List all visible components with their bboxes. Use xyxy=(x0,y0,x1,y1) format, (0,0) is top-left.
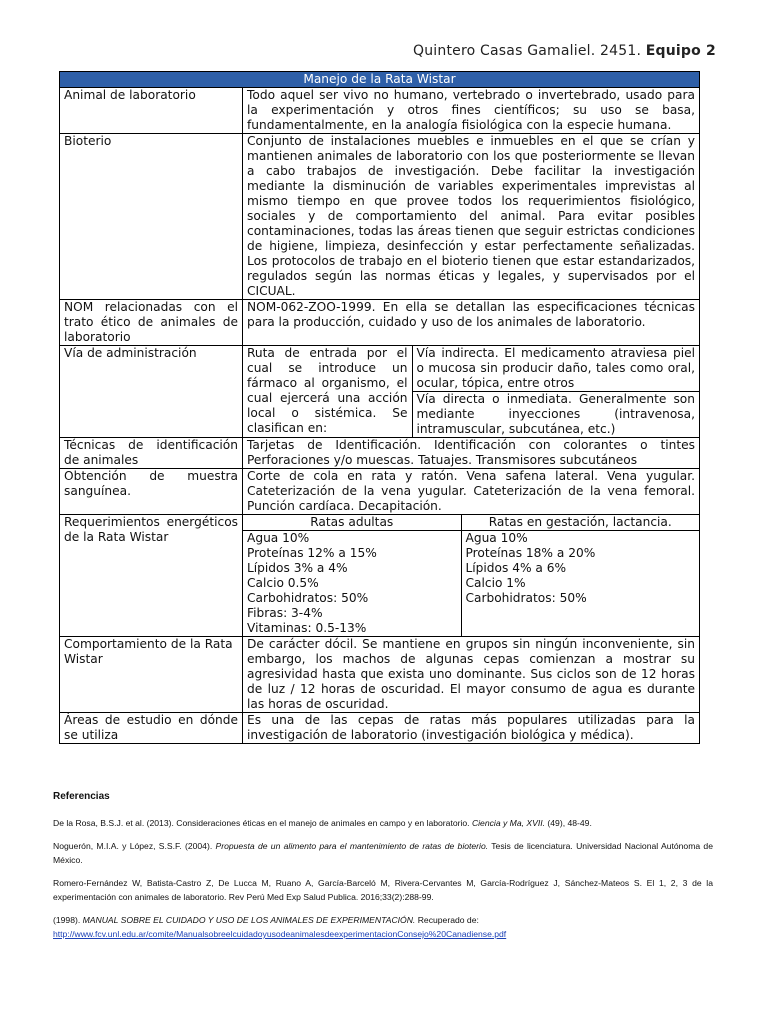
rata-wistar-table xyxy=(59,71,700,744)
reference-link[interactable]: http://www.fcv.unl.edu.ar/comite/ManualsobreelcuidadoyusodeanimalesdeexperimentacionConsejo%20Canadiense.pdf xyxy=(53,929,507,939)
row-text: De carácter dócil. Se mantiene en grupos sin ningún inconveniente, sin embargo, los machos de algunas cepas comienzan a mostrar su agresividad hasta que exista uno dominante. Sus ciclos son de 12 horas de luz / 12 horas de oscuridad. El mayor consumo de agua es durante las horas de oscuridad. xyxy=(243,637,700,713)
table-row xyxy=(60,469,700,515)
reference-item xyxy=(53,816,713,830)
references-heading: Referencias xyxy=(53,791,110,802)
author-info: Quintero Casas Gamaliel. 2451. xyxy=(413,43,642,59)
reference-title: Propuesta de un alimento para el mantenimiento de ratas de bioterio. xyxy=(215,841,489,851)
list-item: Calcio 1% xyxy=(465,576,526,590)
row-label: Áreas de estudio en dónde se utiliza xyxy=(60,713,243,744)
row-label: Requerimientos energéticos de la Rata Wistar xyxy=(60,515,243,637)
reference-year: (1998). xyxy=(53,915,81,925)
reference-journal: Ciencia y Ma, XVII. xyxy=(471,818,546,828)
via-directa: Vía directa o inmediata. Generalmente son mediante inyecciones (intravenosa, intramuscular, subcutánea, etc.) xyxy=(416,392,695,436)
row-label: Animal de laboratorio xyxy=(60,88,243,134)
row-label: Técnicas de identificación de animales xyxy=(60,438,243,469)
table-row xyxy=(60,300,700,346)
team-label: Equipo 2 xyxy=(645,43,716,59)
via-cell xyxy=(243,346,700,438)
gestacion-header: Ratas en gestación, lactancia. xyxy=(461,515,699,531)
requerimientos-subtable xyxy=(243,515,699,636)
list-item: Proteínas 18% a 20% xyxy=(465,546,596,560)
via-intro: Ruta de entrada por el cual se introduce un fármaco al organismo, el cual ejercerá una acción local o sistémica. Se clasifican en: xyxy=(243,346,412,437)
row-label: Vía de administración xyxy=(60,346,243,438)
adultas-header: Ratas adultas xyxy=(243,515,461,531)
list-item: Calcio 0.5% xyxy=(247,576,319,590)
list-item: Carbohidratos: 50% xyxy=(465,591,587,605)
reference-source: Tesis de licenciatura. Universidad Nacional Autónoma de México. xyxy=(53,841,713,865)
list-item: Vitaminas: 0.5-13% xyxy=(247,621,367,635)
table-row-requerimientos xyxy=(60,515,700,637)
table-row xyxy=(60,88,700,134)
row-text: Todo aquel ser vivo no humano, vertebrado o invertebrado, usado para la experimentación y otros fines científicos; su uso se basa, fundamentalmente, en la analogía fisiológica con la especie humana. xyxy=(243,88,700,134)
reference-title: MANUAL SOBRE EL CUIDADO Y USO DE LOS ANIMALES DE EXPERIMENTACIÓN. xyxy=(82,915,416,925)
page-header xyxy=(413,43,716,59)
row-text: Conjunto de instalaciones muebles e inmuebles en el que se crían y mantienen animales de laboratorio con los que posteriormente se llevan a cabo trabajos de investigación. Debe facilitar la investigación mediante la disminución de variables experimentales imprevistas al mismo tiempo en que provee todos los requerimientos fisiológico, sociales y de comportamiento del animal. Para evitar posibles contaminaciones, todas las áreas tienen que seguir estrictas condiciones de higiene, limpieza, desinfección y estar perfectamente señalizadas. Los protocolos de trabajo en el bioterio tienen que estar estandarizados, regulados según las normas éticas y legales, y supervisados por el CICUAL. xyxy=(243,134,700,300)
reference-source: Recuperado de: xyxy=(417,915,479,925)
table-row xyxy=(60,713,700,744)
gestacion-list xyxy=(461,531,699,637)
row-text: Corte de cola en rata y ratón. Vena safena lateral. Vena yugular. Cateterización de la vena yugular. Cateterización de la vena femoral. Punción cardíaca. Decapitación. xyxy=(243,469,700,515)
requerimientos-cell xyxy=(243,515,700,637)
references-section xyxy=(53,790,713,950)
adultas-list xyxy=(243,531,461,637)
reference-item xyxy=(53,913,713,941)
table-row xyxy=(60,438,700,469)
table-title: Manejo de la Rata Wistar xyxy=(60,72,700,88)
reference-text: De la Rosa, B.S.J. et al. (2013). Consideraciones éticas en el manejo de animales en campo y en laboratorio. xyxy=(53,818,470,828)
row-text: Es una de las cepas de ratas más populares utilizadas para la investigación de laboratorio (investigación biológica y médica). xyxy=(243,713,700,744)
list-item: Proteínas 12% a 15% xyxy=(247,546,377,560)
list-item: Agua 10% xyxy=(465,531,528,545)
row-text: NOM-062-ZOO-1999. En ella se detallan las especificaciones técnicas para la producción, cuidado y uso de los animales de laboratorio. xyxy=(243,300,700,346)
list-item: Agua 10% xyxy=(247,531,310,545)
row-label: Comportamiento de la Rata Wistar xyxy=(60,637,243,713)
list-item: Lípidos 3% a 4% xyxy=(247,561,348,575)
list-item: Carbohidratos: 50% xyxy=(247,591,369,605)
reference-item xyxy=(53,839,713,867)
row-text: Tarjetas de Identificación. Identificación con colorantes o tintes Perforaciones y/o muescas. Tatuajes. Transmisores subcutáneos xyxy=(243,438,700,469)
via-indirecta: Vía indirecta. El medicamento atraviesa piel o mucosa sin producir daño, tales como oral, ocular, tópica, entre otros xyxy=(412,346,699,392)
row-label: Obtención de muestra sanguínea. xyxy=(60,469,243,515)
table-row-via xyxy=(60,346,700,438)
reference-item: Romero-Fernández W, Batista-Castro Z, De Lucca M, Ruano A, García-Barceló M, Rivera-Cervantes M, García-Rodríguez J, Sánchez-Mateos S. El 1, 2, 3 de la experimentación con animales de laboratorio. Rev Perú Med Exp Salud Publica. 2016;33(2):288-99. xyxy=(53,878,713,902)
reference-pages: (49), 48-49. xyxy=(547,818,592,828)
reference-text: Noguerón, M.I.A. y López, S.S.F. (2004). xyxy=(53,841,213,851)
list-item: Lípidos 4% a 6% xyxy=(465,561,567,575)
table-row xyxy=(60,637,700,713)
row-label: Bioterio xyxy=(60,134,243,300)
table-row xyxy=(60,134,700,300)
row-label: NOM relacionadas con el trato ético de animales de laboratorio xyxy=(60,300,243,346)
list-item: Fibras: 3-4% xyxy=(247,606,323,620)
via-subtable xyxy=(243,346,699,437)
